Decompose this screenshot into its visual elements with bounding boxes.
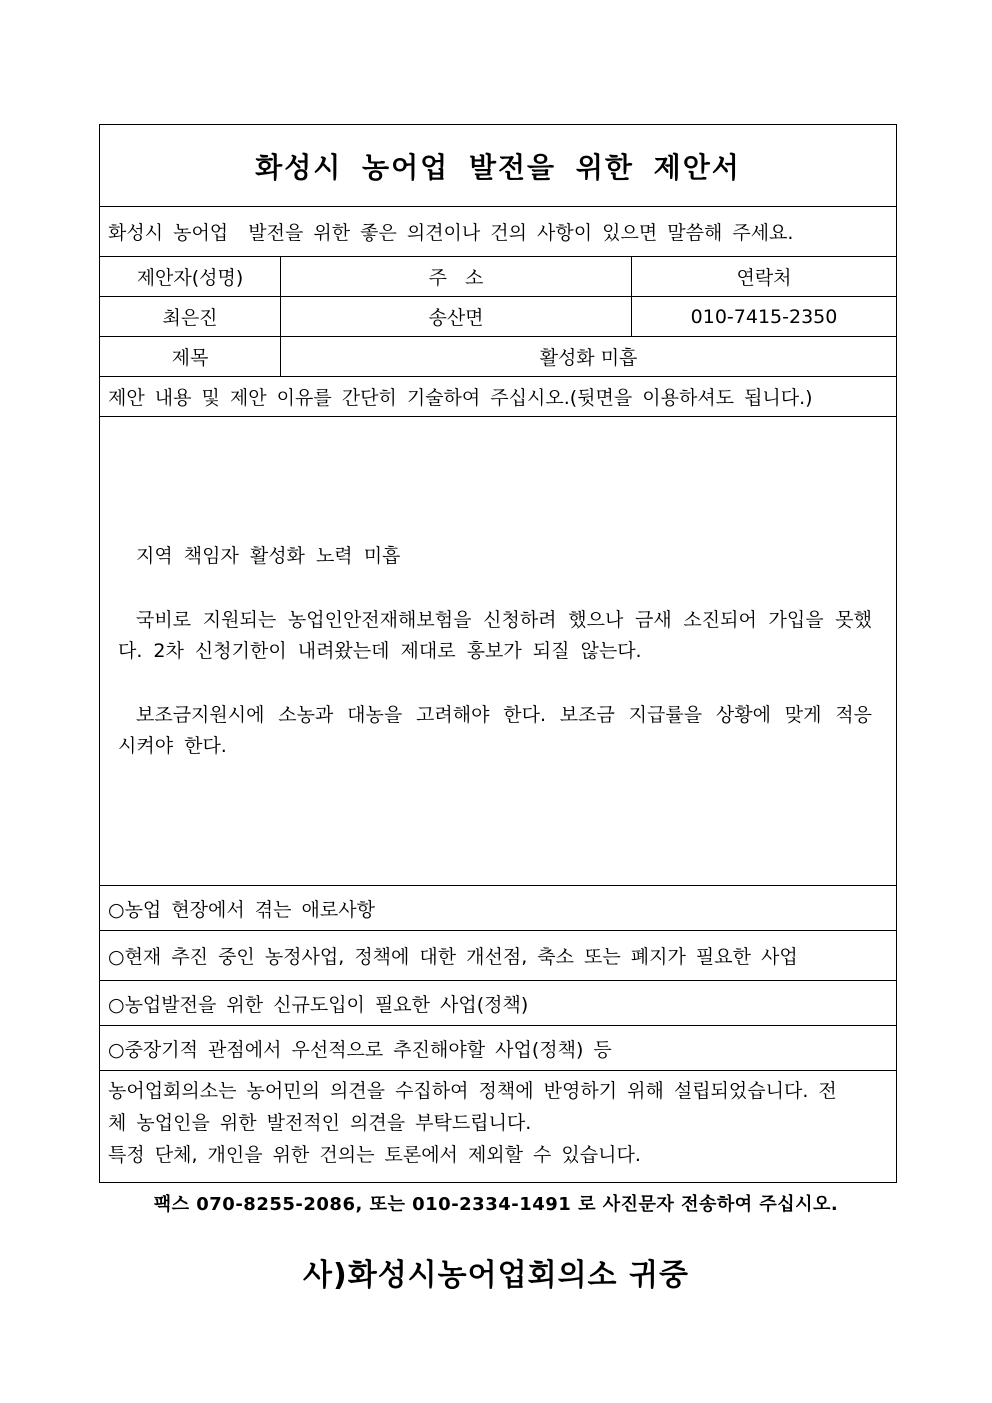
topic-item: ○현재 추진 중인 농정사업, 정책에 대한 개선점, 축소 또는 폐지가 필요한 사업 <box>108 946 798 968</box>
header-row <box>100 257 896 297</box>
proposer-contact: 010-7415-2350 <box>690 305 838 328</box>
subject-row <box>100 337 896 377</box>
subject-label: 제목 <box>100 337 281 376</box>
recipient-organization: 사)화성시농어업회의소 귀중 <box>303 1258 689 1293</box>
closing-notice <box>100 1071 896 1182</box>
closing-line-2: 체 농업인을 위한 발전적인 의견을 부탁드립니다. <box>108 1112 532 1134</box>
closing-line-1: 농어업회의소는 농어민의 의견을 수집하여 정책에 반영하기 위해 설립되었습니다. 전 <box>108 1080 837 1102</box>
proposal-form <box>99 124 897 1183</box>
instruction-row <box>100 377 896 417</box>
intro-text: 화성시 농어업 발전을 위한 좋은 의견이나 건의 사항이 있으면 말씀해 주세요. <box>108 222 794 244</box>
topic-row-2 <box>100 931 896 981</box>
form-title-row <box>100 125 896 207</box>
proposer-name: 최은진 <box>100 297 281 336</box>
topic-row-1 <box>100 886 896 931</box>
topic-row-3 <box>100 981 896 1026</box>
content-paragraph-2: 국비로 지원되는 농업인안전재해보험을 신청하려 했으나 금새 소진되어 가입을 못했다. 2차 신청기한이 내려왔는데 제대로 홍보가 되질 않는다. <box>118 609 872 662</box>
proposer-address: 송산면 <box>281 297 632 336</box>
form-title: 화성시 농어업 발전을 위한 제안서 <box>255 150 741 184</box>
intro-row <box>100 207 896 257</box>
content-paragraph-1: 지역 책임자 활성화 노력 미흡 <box>136 545 401 567</box>
topic-item: ○중장기적 관점에서 우선적으로 추진해야할 사업(정책) 등 <box>108 1038 612 1061</box>
name-label: 제안자(성명) <box>100 257 281 296</box>
contact-label: 연락처 <box>736 267 792 289</box>
closing-line-3: 특정 단체, 개인을 위한 건의는 토론에서 제외할 수 있습니다. <box>108 1144 641 1166</box>
topic-item: ○농업 현장에서 겪는 애로사항 <box>108 898 375 921</box>
fax-instruction: 팩스 070-8255-2086, 또는 010-2334-1491 로 사진문자 전송하여 주십시오. <box>153 1194 839 1215</box>
address-label: 주 소 <box>281 257 632 296</box>
content-area <box>100 417 896 886</box>
subject-value: 활성화 미흡 <box>539 347 638 369</box>
proposer-row <box>100 297 896 337</box>
topic-item: ○농업발전을 위한 신규도입이 필요한 사업(정책) <box>108 993 529 1016</box>
topic-row-4 <box>100 1026 896 1071</box>
instruction-text: 제안 내용 및 제안 이유를 간단히 기술하여 주십시오.(뒷면을 이용하셔도 됩니다.) <box>108 387 813 409</box>
content-paragraph-3: 보조금지원시에 소농과 대농을 고려해야 한다. 보조금 지급률을 상황에 맞게 적응 시켜야 한다. <box>118 704 872 757</box>
